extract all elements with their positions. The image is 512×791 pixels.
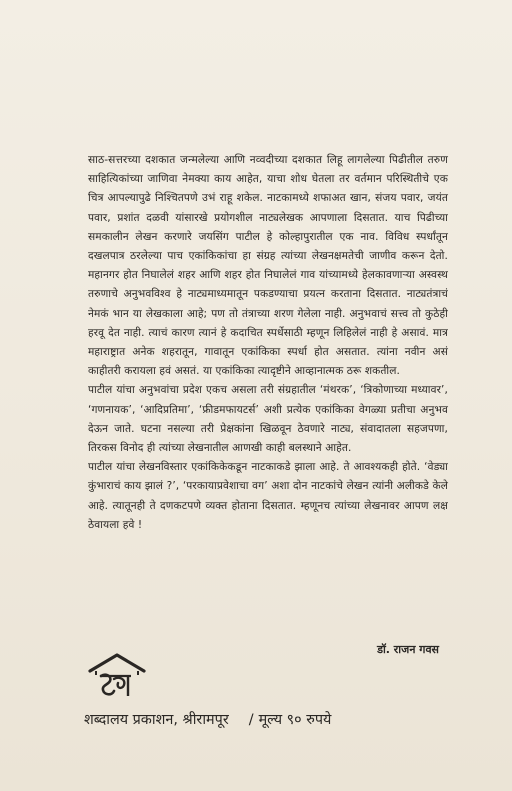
footer-separator: /	[248, 712, 254, 728]
book-price: मूल्य ९० रुपये	[258, 712, 332, 728]
blurb-paragraph-3: पाटील यांचा लेखनविस्तार एकांकिकेकडून नाटकाकडे झाला आहे. ते आवश्यकही होते. ‘वेड्या कुंभाराचं काय झालं ?’, ‘परकायाप्रवेशाचा वग’ अशा दोन नाटकांचे लेखन त्यांनी अलीकडे केले आहे. त्यातूनही ते दणकटपणे व्यक्त होताना दिसतात. म्हणूनच त्यांच्या लेखनावर आपण लक्ष ठेवायला हवे !	[88, 461, 448, 531]
publisher-logo-icon	[86, 652, 148, 700]
blurb-paragraph-1: साठ-सत्तरच्या दशकात जन्मलेल्या आणि नव्वदीच्या दशकात लिहू लागलेल्या पिढीतील तरुण साहित्यिकांच्या जाणिवा नेमक्या काय आहेत, याचा शोध घेतला तर वर्तमान परिस्थितीचे एक चित्र आपल्यापुढे निश्चितपणे उभं राहू शकेल. नाटकामध्ये शफाअत खान, संजय पवार, जयंत पवार, प्रशांत दळवी यांसारखे प्रयोगशील नाट्यलेखक आपणाला दिसतात. याच पिढीच्या समकालीन लेखन करणारे जयसिंग पाटील हे कोल्हापुरातील एक नाव. विविध स्पर्धांतून दखलपात्र ठरलेल्या पाच एकांकिकांचा हा संग्रह त्यांच्या लेखनक्षमतेची जाणीव करून देतो. महानगर होत निघालेलं शहर आणि शहर होत निघालेलं गाव यांच्यामध्ये हेलकावणाऱ्या अस्वस्थ तरुणाचे अनुभवविश्व हे नाट्यमाध्यमातून पकडण्याचा प्रयत्न करताना दिसतात. नाट्यतंत्राचं नेमकं भान या लेखकाला आहे; पण तो तंत्राच्या शरण गेलेला नाही. अनुभवाचं सत्त्व तो कुठेही हरवू देत नाही. त्याचं कारण त्यानं हे कदाचित स्पर्धेसाठी म्हणून लिहिलेलं नाही हे असावं. मात्र महाराष्ट्रात अनेक शहरातून, गावातून एकांकिका स्पर्धा होत असतात. त्यांना नवीन असं काहीतरी करायला हवं असतं. या एकांकिका त्यादृष्टीने आव्हानात्मक ठरू शकतील.	[88, 154, 448, 378]
blurb-text	[88, 151, 448, 535]
publisher-name: शब्दालय प्रकाशन, श्रीरामपूर	[84, 712, 229, 728]
blurb-paragraph-2: पाटील यांचा अनुभवांचा प्रदेश एकच असला तरी संग्रहातील ‘मंथरक’, ‘त्रिकोणाच्या मध्यावर’, ‘गणनायक’, ‘आदिप्रतिमा’, ‘फ्रीडमफायटर्स’ अशी प्रत्येक एकांकिका वेगळ्या प्रतीचा अनुभव देऊन जाते. घटना नसल्या तरी प्रेक्षकांना खिळवून ठेवणारे नाट्य, संवादातला सहजपणा, तिरकस विनोद ही त्यांच्या लेखनातील आणखी काही बलस्थाने आहेत.	[88, 384, 448, 455]
publisher-footer	[84, 710, 464, 729]
author-signature: डॉ. राजन गवस	[377, 643, 439, 656]
